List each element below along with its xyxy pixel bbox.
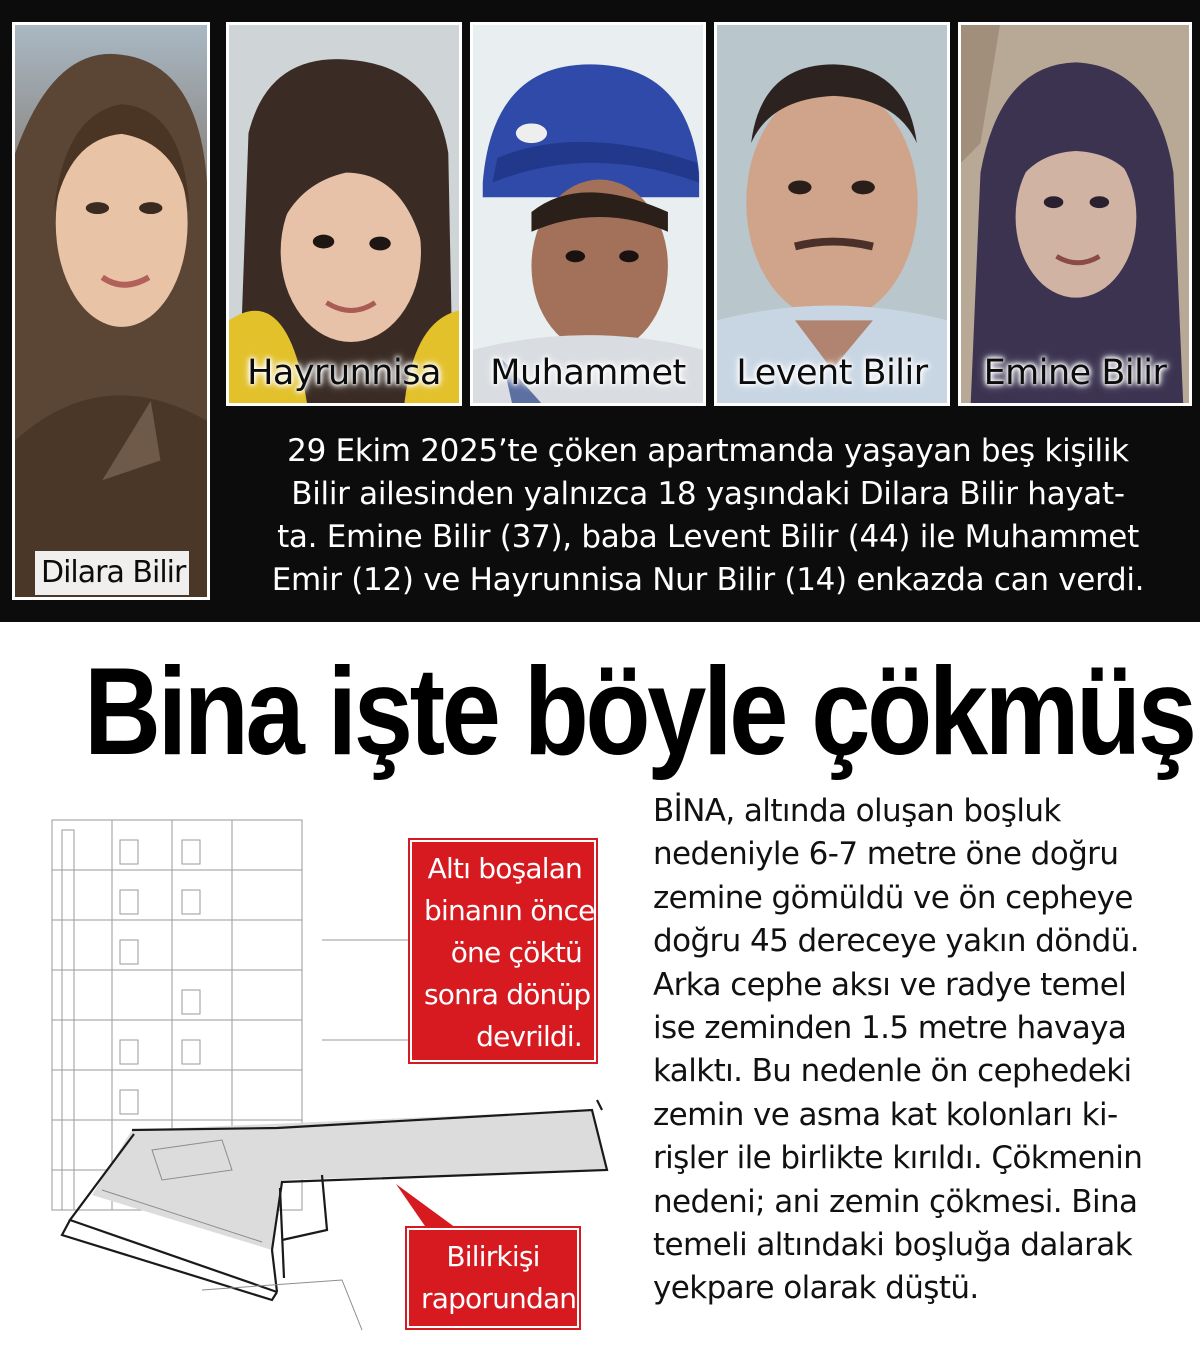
body-line: zemin ve asma kat kolonları ki-	[653, 1096, 1118, 1133]
photo-caption	[238, 430, 1178, 602]
body-line: ise zeminden 1.5 metre havaya	[653, 1010, 1127, 1047]
portrait-image	[717, 25, 947, 403]
portrait-image	[229, 25, 459, 403]
callout-bottom	[407, 1228, 579, 1328]
caption-line: 29 Ekim 2025’te çöken apartmanda yaşayan beş kişilik	[287, 433, 1129, 469]
article-body	[653, 790, 1183, 1311]
body-line: temeli altındaki boşluğa dalarak	[653, 1227, 1133, 1264]
body-line: yekpare olarak düştü.	[653, 1270, 979, 1307]
body-line: doğru 45 dereceye yakın döndü.	[653, 923, 1140, 960]
headline: Bina işte böyle çökmüş	[84, 643, 1194, 781]
body-line: rişler ile birlikte kırıldı. Çökmenin	[653, 1140, 1143, 1177]
body-line: nedeni; ani zemin çökmesi. Bina	[653, 1183, 1138, 1220]
callout-line: raporundan	[421, 1282, 577, 1315]
photo-band	[0, 0, 1200, 622]
callout-line: binanın önce	[424, 894, 595, 927]
callout-line: öne çöktü	[450, 936, 582, 969]
body-line: nedeniyle 6-7 metre öne doğru	[653, 836, 1119, 873]
callout-line: Bilirkişi	[446, 1240, 540, 1273]
callout-line: sonra dönüp	[424, 978, 591, 1011]
body-line: kalktı. Bu nedenle ön cephedeki	[653, 1053, 1132, 1090]
photo-name-label: Dilara Bilir	[35, 551, 189, 595]
photo-hayrunnisa	[226, 22, 462, 406]
portrait-image	[961, 25, 1189, 403]
photo-levent-bilir	[714, 22, 950, 406]
photo-dilara-bilir	[12, 22, 210, 600]
body-line: zemine gömüldü ve ön cepheye	[653, 879, 1133, 916]
caption-line: Bilir ailesinden yalnızca 18 yaşındaki Dilara Bilir hayat-	[291, 476, 1125, 512]
caption-line: Emir (12) ve Hayrunnisa Nur Bilir (14) enkazda can verdi.	[271, 562, 1145, 598]
callout-line: devrildi.	[476, 1020, 582, 1053]
photo-emine-bilir	[958, 22, 1192, 406]
photo-name-label: Muhammet	[490, 353, 686, 393]
body-line: BİNA, altında oluşan boşluk	[653, 793, 1061, 829]
portrait-image	[15, 25, 207, 597]
photo-name-label: Emine Bilir	[983, 353, 1167, 393]
photo-name-label: Hayrunnisa	[247, 353, 441, 393]
callout-line: Altı boşalan	[427, 852, 582, 885]
caption-line: ta. Emine Bilir (37), baba Levent Bilir (44) ile Muhammet	[277, 519, 1139, 555]
photo-muhammet	[470, 22, 706, 406]
portrait-image	[473, 25, 703, 403]
body-line: Arka cephe aksı ve radye temel	[653, 966, 1127, 1003]
photo-name-label: Levent Bilir	[736, 353, 928, 393]
callout-top	[410, 840, 596, 1062]
